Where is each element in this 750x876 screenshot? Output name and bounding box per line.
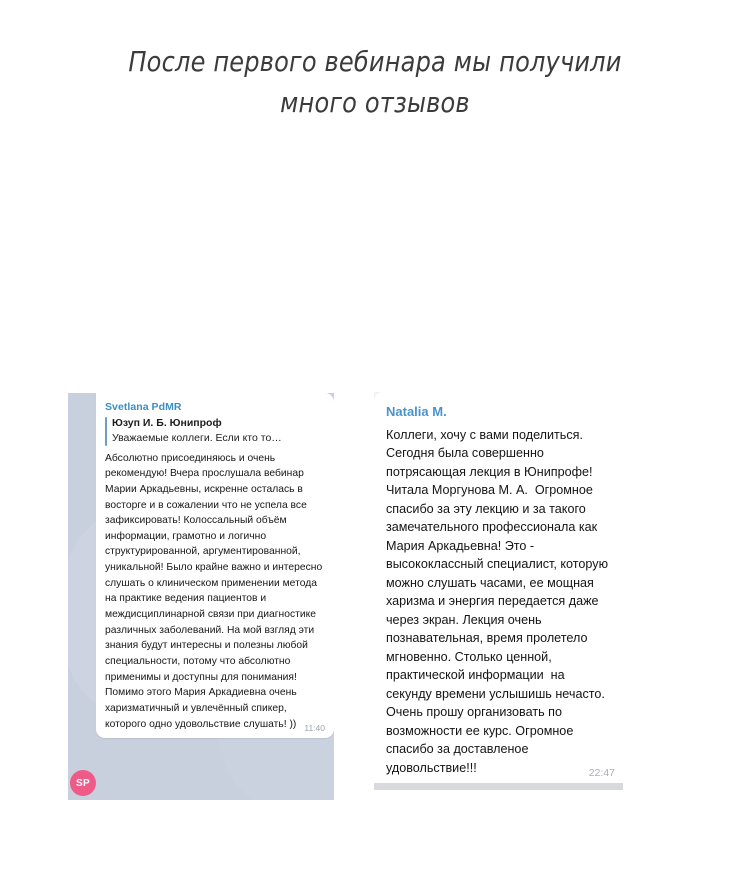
message-text: Коллеги, хочу с вами поделиться. Сегодня была совершенно потрясающая лекция в Юнипрофе! Читала Моргунова М. А. Огромное спасибо за эту лекцию и за такого замечательного профессионала как Мария Аркадьевна! Это - высококлассный специалист, которую можно слушать часами, ее мощная харизма и энергия передается даже через экран. Лекция очень познавательная, время пролетело мгновенно. Столько ценной, практической информации на секунду времени услышишь нечасто. Очень прошу организовать по возможности ее курс. Огромное спасибо за доставленое удовольствие!!! [386, 427, 612, 775]
chat-message-left [96, 393, 334, 738]
message-bubble [374, 392, 623, 787]
avatar-initials: SP [76, 777, 90, 789]
reply-quote-text: Уважаемые коллеги. Если кто то… [112, 432, 282, 445]
page-title: После первого вебинара мы получили много отзывов [128, 45, 630, 119]
message-bubble [96, 393, 334, 738]
sender-name: Svetlana PdMR [105, 401, 182, 413]
testimonial-screenshot-right [374, 392, 623, 790]
avatar [70, 770, 96, 796]
message-timestamp: 11:40 [304, 722, 325, 733]
message-timestamp: 22:47 [588, 766, 615, 779]
message-text: Абсолютно присоединяюсь и очень рекомендую! Вчера прослушала вебинар Марии Аркадьевны, искренне осталась в восторге и в сожалении что не успела все зафиксировать! Колоссальный объём информации, грамотно и логично структурированной, аргументированной, уникальной! Было крайне важно и интересно слушать о клиническом применении метода на практике ведения пациентов и междисциплинарной связи при диагностике различных заболеваний. На мой взгляд эти знания будут интересны и полезны любой специальности, потому что абсолютно применимы и доступны для понимания! Помимо этого Мария Аркадиевна очень харизматичный и увлечённый спикер, которого одно удовольствие слушать! )) [105, 452, 326, 730]
screenshot-bottom-strip [374, 783, 623, 790]
testimonial-screenshot-left [68, 393, 334, 800]
sender-name: Natalia M. [386, 404, 447, 419]
reply-quote-title: Юзуп И. Б. Юнипроф [112, 417, 222, 430]
reply-quote[interactable] [105, 416, 326, 446]
